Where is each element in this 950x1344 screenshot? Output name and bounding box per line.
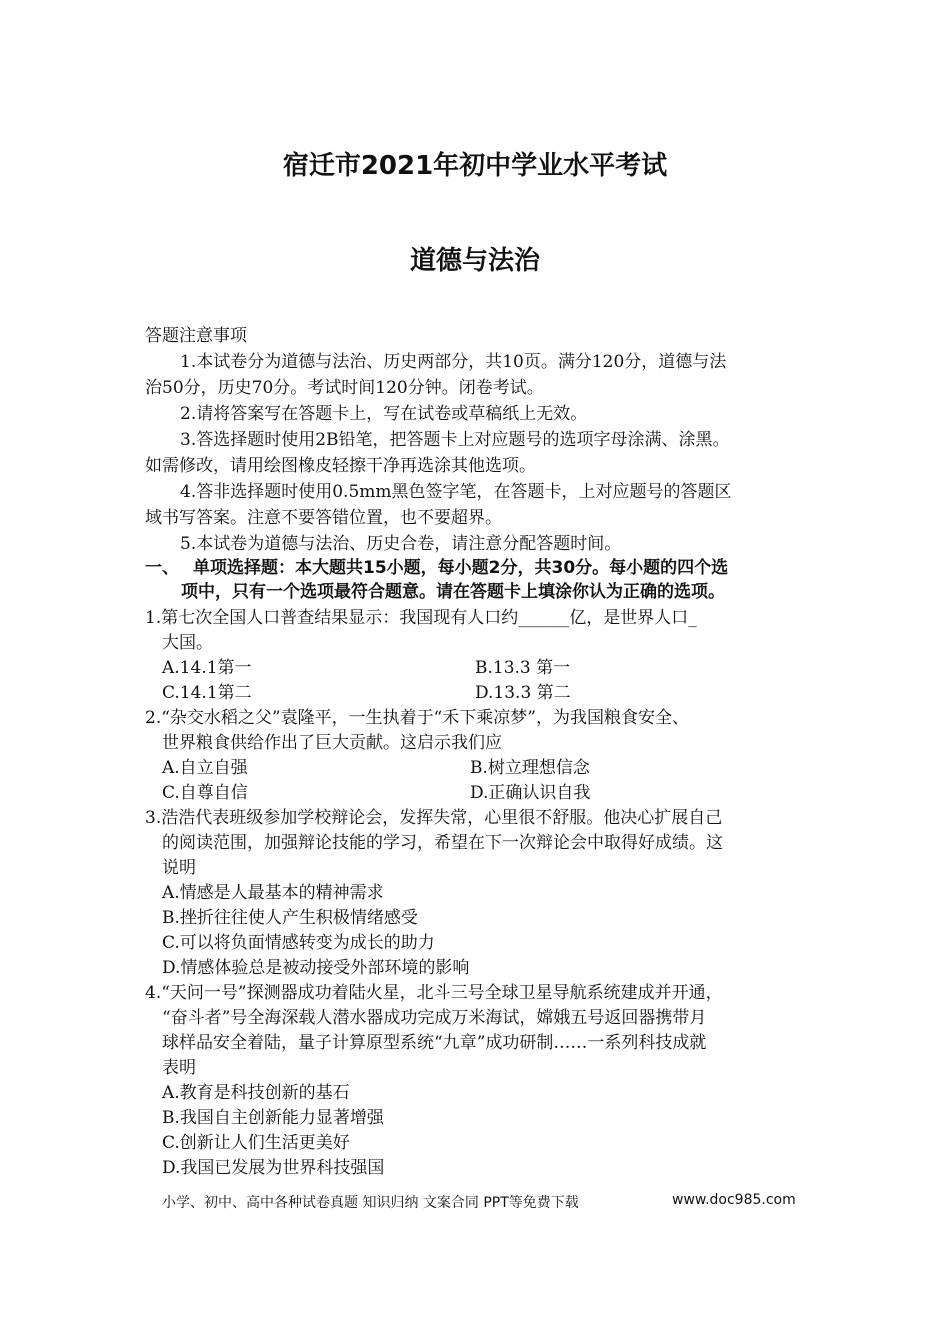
question-stem: 4.“天问一号”探测器成功着陆火星，北斗三号全球卫星导航系统建成并开通， <box>145 983 723 1003</box>
option-c: C.创新让人们生活更美好 <box>162 1133 350 1153</box>
question-stem: 2.“杂交水稻之父”袁隆平，一生执着于“禾下乘凉梦”，为我国粮食安全、 <box>145 708 689 728</box>
page-footer <box>162 1192 796 1212</box>
option-a: A.教育是科技创新的基石 <box>162 1083 350 1103</box>
option-b: B.树立理想信念 <box>470 758 590 778</box>
note-line: 如需修改，请用绘图橡皮轻擦干净再选涂其他选项。 <box>145 456 536 476</box>
option-c: C.可以将负面情感转变为成长的助力 <box>162 933 435 953</box>
notes-heading: 答题注意事项 <box>145 326 247 346</box>
option-b: B.13.3 第一 <box>475 658 571 678</box>
footer-url[interactable]: www.doc985.com <box>672 1192 796 1208</box>
question-stem: 大国。 <box>162 633 213 653</box>
option-d: D.13.3 第二 <box>475 683 571 703</box>
option-d: D.我国已发展为世界科技强国 <box>162 1158 385 1178</box>
note-line: 3.答选择题时使用2B铅笔，把答题卡上对应题号的选项字母涂满、涂黑。 <box>180 430 730 450</box>
exam-title: 宿迁市2021年初中学业水平考试 <box>282 151 668 181</box>
option-d: D.正确认识自我 <box>470 783 591 803</box>
note-line: 治50分，历史70分。考试时间120分钟。闭卷考试。 <box>145 378 544 398</box>
note-line: 4.答非选择题时使用0.5mm黑色签字笔，在答题卡，上对应题号的答题区 <box>180 482 732 502</box>
question-stem: “奋斗者”号全海深载人潜水器成功完成万米海试，嫦娥五号返回器携带月 <box>162 1008 707 1028</box>
option-d: D.情感体验总是被动接受外部环境的影响 <box>162 958 470 978</box>
option-b: B.挫折往往使人产生积极情绪感受 <box>162 908 418 928</box>
question-stem: 说明 <box>162 858 196 878</box>
footer-text: 小学、初中、高中各种试卷真题 知识归纳 文案合同 PPT等免费下载 <box>162 1195 579 1211</box>
subject-title: 道德与法治 <box>409 246 540 276</box>
question-stem: 世界粮食供给作出了巨大贡献。这启示我们应 <box>162 733 502 753</box>
option-b: B.我国自主创新能力显著增强 <box>162 1108 384 1128</box>
note-line: 域书写答案。注意不要答错位置，也不要超界。 <box>145 508 502 528</box>
option-c: C.14.1第二 <box>162 683 252 703</box>
section-number: 一、 <box>145 558 179 578</box>
option-a: A.情感是人最基本的精神需求 <box>162 883 384 903</box>
question-stem: 的阅读范围，加强辩论技能的学习，希望在下一次辩论会中取得好成绩。这 <box>162 833 723 853</box>
section-instruction: 项中，只有一个选项最符合题意。请在答题卡上填涂你认为正确的选项。 <box>181 582 725 602</box>
question-stem: 表明 <box>162 1058 196 1078</box>
option-a: A.14.1第一 <box>162 658 252 678</box>
question-stem: 1.第七次全国人口普查结果显示：我国现有人口约______亿，是世界人口_ <box>145 608 697 628</box>
question-stem: 3.浩浩代表班级参加学校辩论会，发挥失常，心里很不舒服。他决心扩展自己 <box>145 808 723 828</box>
section-instruction: 单项选择题：本大题共15小题，每小题2分，共30分。每小题的四个选 <box>193 558 729 578</box>
option-a: A.自立自强 <box>162 758 248 778</box>
option-c: C.自尊自信 <box>162 783 248 803</box>
note-line: 2.请将答案写在答题卡上，写在试卷或草稿纸上无效。 <box>180 404 588 424</box>
note-line: 1.本试卷分为道德与法治、历史两部分，共10页。满分120分，道德与法 <box>180 352 727 372</box>
question-stem: 球样品安全着陆，量子计算原型系统“九章”成功研制……一系列科技成就 <box>162 1033 707 1053</box>
note-line: 5.本试卷为道德与法治、历史合卷，请注意分配答题时间。 <box>180 534 622 554</box>
